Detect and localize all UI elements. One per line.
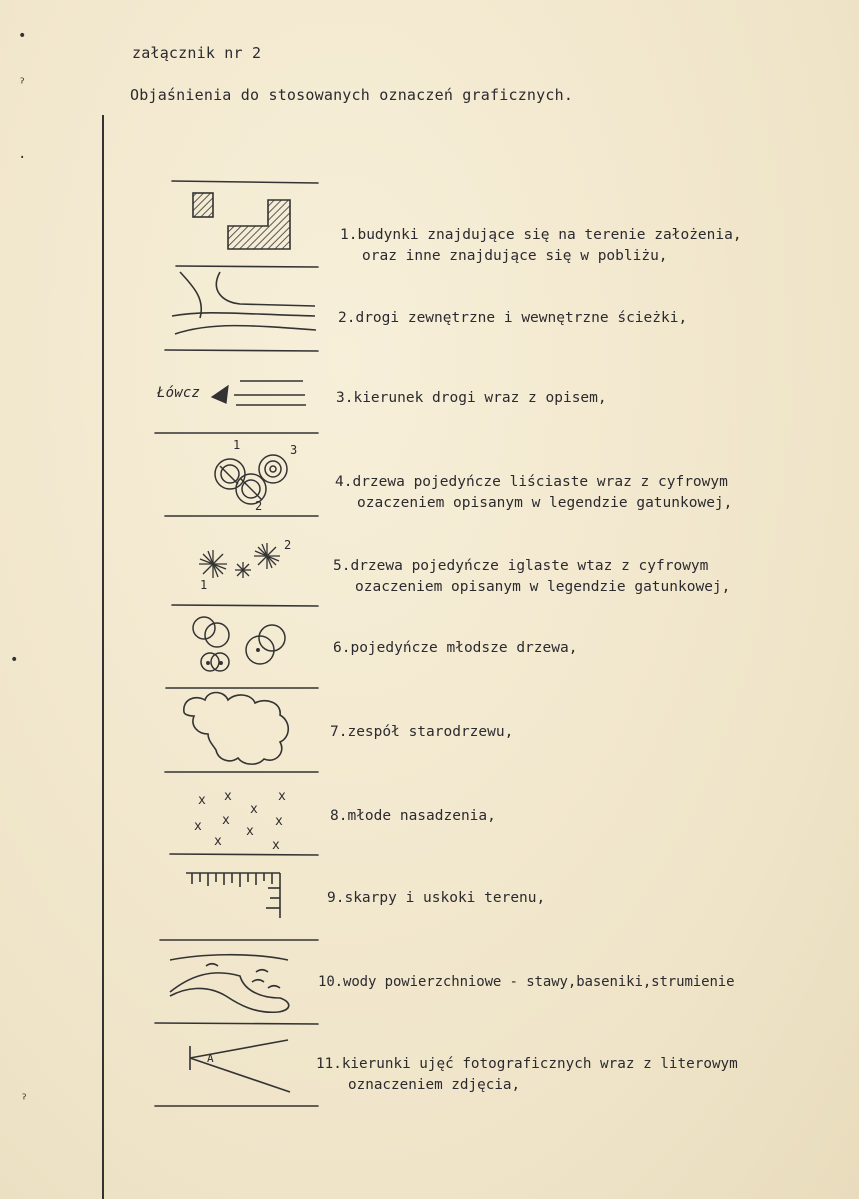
margin-mark: ˀ [18, 78, 27, 94]
separator-line [172, 181, 318, 183]
separator-line [170, 854, 318, 855]
legend-item-slopes: 9.skarpy i uskoki terenu, [327, 890, 546, 906]
young-trees-symbol [193, 617, 285, 671]
margin-mark: ˀ [20, 1094, 29, 1110]
tree-number-3: 3 [290, 443, 298, 457]
tree-number-1: 1 [233, 438, 241, 452]
margin-mark: • [10, 652, 19, 668]
tree-number-2: 2 [255, 499, 263, 513]
legend-item-roads: 2.drogi zewnętrzne i wewnętrzne ścieżki, [338, 310, 688, 326]
page-title: Objaśnienia do stosowanych oznaczeń graficznych. [130, 86, 574, 104]
coniferous-trees-symbol [199, 543, 280, 578]
attachment-label: załącznik nr 2 [132, 44, 262, 62]
slopes-symbol [186, 873, 280, 918]
legend-item-road-direction: 3.kierunek drogi wraz z opisem, [336, 390, 607, 406]
legend-item-young-trees: 6.pojedyńcze młodsze drzewa, [333, 640, 578, 656]
margin-mark: • [18, 28, 27, 44]
legend-item-surface-water: 10.wody powierzchniowe - stawy,baseniki,strumienie [318, 974, 735, 990]
separator-line [165, 350, 318, 351]
legend-item-photo-direction: 11.kierunki ujęć fotograficznych wraz z literowym oznaczeniem zdjęcia, [316, 1056, 738, 1093]
road-direction-symbol [212, 381, 306, 405]
buildings-symbol [193, 193, 290, 249]
road-direction-label: Łówcz [157, 385, 201, 401]
margin-mark: · [18, 150, 27, 166]
conifer-number-2: 2 [284, 538, 292, 552]
photo-letter: A [207, 1052, 214, 1065]
surface-water-symbol [170, 955, 289, 1013]
separator-line [172, 605, 318, 606]
separator-line [176, 266, 318, 267]
legend-item-deciduous-trees: 4.drzewa pojedyńcze liściaste wraz z cyfrowym ozaczeniem opisanym w legendzie gatunkowej, [335, 474, 733, 511]
separator-line [155, 1023, 318, 1024]
deciduous-trees-symbol [215, 455, 287, 504]
old-trees-symbol [184, 693, 288, 765]
legend-item-old-trees: 7.zespół starodrzewu, [330, 724, 514, 740]
roads-symbol [172, 272, 316, 334]
photo-direction-symbol [190, 1040, 290, 1092]
legend-item-buildings: 1.budynki znajdujące się na terenie założenia, oraz inne znajdujące się w pobliżu, [340, 227, 742, 264]
conifer-number-1: 1 [200, 578, 208, 592]
legend-item-plantings: 8.młode nasadzenia, [330, 808, 496, 824]
legend-item-coniferous-trees: 5.drzewa pojedyńcze iglaste wtaz z cyfrowym ozaczeniem opisanym w legendzie gatunkowej, [333, 558, 731, 595]
